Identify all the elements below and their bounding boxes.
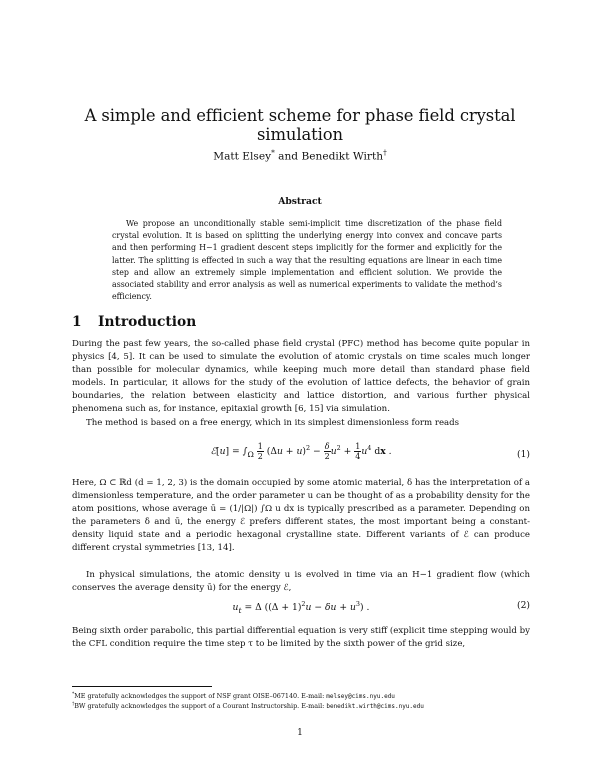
- equation-2-body: $u_t = \Delta$ $((\Delta + 1)^2u - \delta u + u^3)$ .: [232, 600, 370, 615]
- footnote-2-text: BW gratefully acknowledges the support of a Courant Instructorship. E-mail:: [74, 702, 325, 711]
- paper-title: A simple and efficient scheme for phase field crystal simulation: [84, 106, 516, 144]
- equation-1: [72, 440, 530, 468]
- footnote-1-text: ME gratefully acknowledges the support of NSF grant OISE–067140. E-mail:: [74, 692, 325, 701]
- abstract-heading: Abstract: [278, 196, 322, 207]
- abstract-text: We propose an unconditionally stable semi-implicit time discretization of the phase field crystal evolution. It is based on splitting the underlying energy into convex and concave parts and then performing H−1 gradient descent steps implicitly for the former and explicitly for the latter. The splitting is effected in such a way that the resulting equations are linear in each time step and allow an extremely simple implementation and efficient solution. We provide the associated stability and error analysis as well as numerical experiments to validate the method’s efficiency.: [112, 218, 502, 302]
- section-title: Introduction: [98, 314, 197, 330]
- author-1-mark: *: [271, 148, 275, 157]
- intro-paragraph-5: Being sixth order parabolic, this partial differential equation is very stiff (explicit time stepping would by the CFL condition require the time step τ to be limited by the sixth power of the grid size,: [72, 626, 530, 650]
- equation-2: [72, 600, 530, 618]
- footnote-1-email[interactable]: melsey@cims.nyu.edu: [326, 693, 395, 701]
- author-1: Matt Elsey: [213, 150, 272, 163]
- author-joiner: and: [278, 150, 299, 163]
- footnote-1-mark: *: [72, 692, 75, 697]
- section-heading: [72, 314, 196, 330]
- page-number: 1: [297, 728, 303, 738]
- intro-paragraph-1: During the past few years, the so-called phase field crystal (PFC) method has become quite popular in physics [4, 5]. It can be used to simulate the evolution of atomic crystals on time scales much longer than possible for molecular dynamics, while keeping much more detail than standard phase field models. In particular, it allows for the study of the evolution of lattice defects, the behavior of grain boundaries, the relation between elasticity and lattice distortion, and various further physical phenomena such as, for instance, epitaxial growth [6, 15] via simulation.: [72, 339, 530, 415]
- author-2: Benedikt Wirth: [301, 150, 384, 163]
- equation-2-tag: (2): [516, 600, 530, 611]
- intro-paragraph-2: The method is based on a free energy, which in its simplest dimensionless form reads: [86, 418, 460, 428]
- footnote-2-email[interactable]: benedikt.wirth@cims.nyu.edu: [326, 703, 424, 711]
- footnote-2: [72, 700, 530, 711]
- equation-1-tag: (1): [516, 449, 530, 460]
- footnote-rule: [72, 686, 212, 687]
- author-2-mark: †: [383, 148, 387, 157]
- section-number: 1: [72, 314, 82, 330]
- intro-paragraph-3: Here, Ω ⊂ ℝd (d = 1, 2, 3) is the domain occupied by some atomic material, δ has the interpretation of a dimensionless temperature, and the order parameter u can be thought of as a probability density for the atom positions, whose average ū = (1/|Ω|) ∫Ω u dx is typically prescribed as a parameter. Depending on the parameters δ and ū, the energy ℰ prefers different states, the most important being a constant-density liquid state and a periodic hexagonal crystalline state. Different variants of ℰ can produce different crystal symmetries [13, 14].: [72, 478, 530, 554]
- footnote-2-mark: †: [72, 702, 75, 707]
- intro-paragraph-4: In physical simulations, the atomic density u is evolved in time via an H−1 gradient flow (which conserves the average density ū) for the energy ℰ,: [72, 570, 530, 594]
- author-line: [60, 148, 540, 163]
- equation-1-body: ℰ[u] = $\int_\Omega$ $\frac{1}{2}$ $(\Delta u + u)^2$ − $\frac{\delta}{2}$ $u^2$ + $\frac{1}{4}$ $u^4$ dx .: [210, 442, 392, 461]
